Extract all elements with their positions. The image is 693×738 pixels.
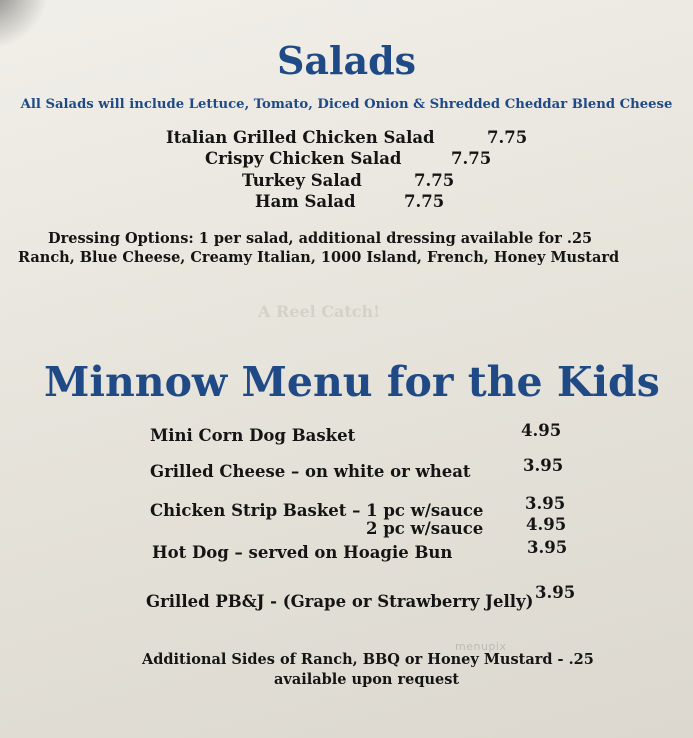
- kids-item-price: 4.95: [526, 515, 567, 534]
- kids-item-name: Grilled PB&J - (Grape or Strawberry Jelly): [146, 592, 534, 611]
- kids-item-name: 2 pc w/sauce: [366, 519, 484, 538]
- salad-item-price: 7.75: [404, 192, 445, 211]
- watermark: menupix: [455, 640, 507, 653]
- kids-item-name: Chicken Strip Basket – 1 pc w/sauce: [150, 501, 484, 520]
- dressing-list-line: Ranch, Blue Cheese, Creamy Italian, 1000 Island, French, Honey Mustard: [18, 249, 620, 266]
- kids-item-price: 3.95: [523, 456, 564, 475]
- kids-item-name: Hot Dog – served on Hoagie Bun: [152, 543, 453, 562]
- ghost-text: A Reel Catch!: [258, 302, 381, 321]
- salad-item-price: 7.75: [451, 149, 492, 168]
- salad-item-name: Ham Salad: [255, 192, 356, 211]
- dressing-options-line: Dressing Options: 1 per salad, additional dressing available for .25: [48, 230, 593, 247]
- salad-item-price: 7.75: [487, 128, 528, 147]
- salads-note: All Salads will include Lettuce, Tomato, Diced Onion & Shredded Cheddar Blend Cheese: [20, 97, 673, 112]
- kids-item-price: 4.95: [521, 421, 562, 440]
- request-note-line: available upon request: [274, 671, 460, 688]
- kids-item-price: 3.95: [535, 583, 576, 602]
- salad-item-name: Italian Grilled Chicken Salad: [166, 128, 435, 147]
- sides-note-line: Additional Sides of Ranch, BBQ or Honey Mustard - .25: [142, 651, 594, 668]
- kids-item-price: 3.95: [527, 538, 568, 557]
- salad-item-name: Turkey Salad: [242, 171, 362, 190]
- kids-item-price: 3.95: [525, 494, 566, 513]
- salad-item-price: 7.75: [414, 171, 455, 190]
- kids-item-name: Mini Corn Dog Basket: [150, 426, 356, 445]
- kids-item-name: Grilled Cheese – on white or wheat: [150, 462, 471, 481]
- salads-title: Salads: [276, 38, 417, 83]
- kids-menu-title: Minnow Menu for the Kids: [44, 358, 660, 406]
- salad-item-name: Crispy Chicken Salad: [205, 149, 402, 168]
